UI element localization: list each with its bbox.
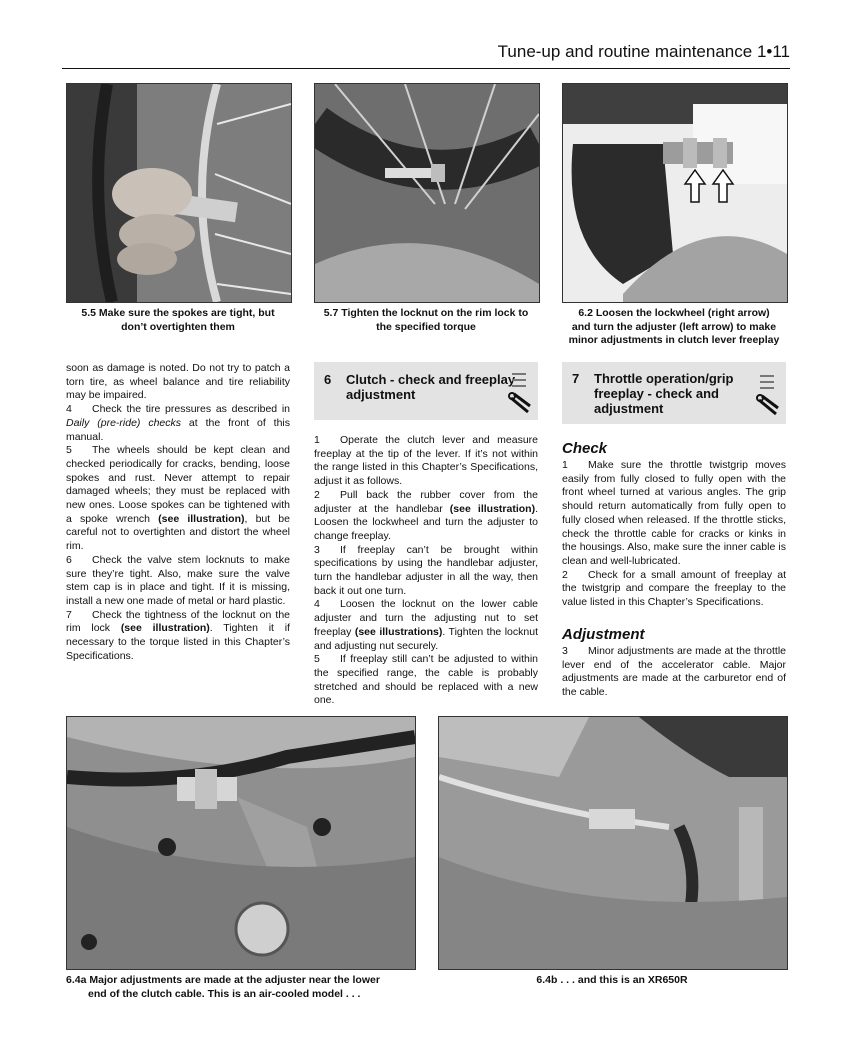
caption-5-5: 5.5 Make sure the spokes are tight, but don’t overtighten them — [81, 307, 275, 333]
page-number: 1•11 — [756, 42, 790, 61]
paragraph: 4 Check the tire pressures as described in Daily (pre-ride) checks at the front of this manual. — [66, 403, 291, 443]
paragraph: 1 Operate the clutch lever and measure freeplay at the tip of the lever. If it’s not within the range listed in this Chapter’s Specifications, adjust it as follows. — [314, 434, 538, 488]
paragraph: 5 If freeplay still can’t be adjusted to within the specified range, the cable is probably stretched and should be replaced with a new one. — [314, 653, 538, 707]
check-heading: Check — [562, 440, 608, 457]
adjustment-heading: Adjustment — [562, 626, 645, 643]
column-3-adjustment-text — [562, 645, 786, 700]
paragraph: soon as damage is noted. Do not try to patch a torn tire, as wheel balance and tire reliability may be impaired. — [66, 362, 290, 402]
caption-6-4b: 6.4b . . . and this is an XR650R — [536, 974, 688, 986]
column-3-check-text — [562, 459, 786, 610]
paragraph: 4 Loosen the locknut on the lower cable adjuster and turn the adjusting nut to set freeplay (see illustrations). Tighten the locknut and adjusting nut securely. — [314, 598, 538, 652]
header-title: Tune-up and routine maintenance — [497, 42, 753, 61]
paragraph: 7 Check the tightness of the locknut on the rim lock (see illustration). Tighten it if necessary to the torque listed in this Chapter’s Specifications. — [66, 608, 290, 662]
paragraph: 2 Pull back the rubber cover from the adjuster at the handlebar (see illustration). Loosen the lockwheel and turn the adjuster to change freeplay. — [314, 488, 538, 542]
rim-lock-photo — [314, 83, 540, 303]
paragraph: 1 Make sure the throttle twistgrip moves easily from fully closed to fully open with the front wheel turned at various angles. The grip should return automatically from fully open to fully closed when released. If the throttle sticks, check the throttle cable for cracks or kinks in the housings. Also, make sure the inner cable is clean and well-lubricated. — [562, 459, 786, 567]
page-header — [62, 42, 790, 69]
caption-5-7: 5.7 Tighten the locknut on the rim lock to the specified torque — [323, 307, 529, 333]
clutch-lever-adjuster-photo — [562, 83, 788, 303]
section-7-heading: 7 Throttle operation/grip freeplay - check and adjustment — [562, 362, 786, 424]
spoke-wrench-photo — [66, 83, 292, 303]
caption-6-4a: 6.4a Major adjustments are made at the adjuster near the lower end of the clutch cable. This is an air-cooled model . . . — [66, 974, 380, 1000]
section-6-heading: 6 Clutch - check and freeplay adjustment — [314, 362, 538, 420]
paragraph: 3 Minor adjustments are made at the throttle lever end of the accelerator cable. Major adjustments are made at the carburetor end of the cable. — [562, 645, 786, 699]
column-2-text — [314, 434, 538, 708]
paragraph: 2 Check for a small amount of freeplay at the twistgrip and compare the freeplay to the value listed in this Chapter’s Specifications. — [562, 568, 786, 609]
xr650r-cable-photo — [438, 716, 788, 970]
spanner-difficulty-icon — [756, 370, 780, 416]
paragraph: 5 The wheels should be kept clean and checked periodically for cracks, bending, loose spokes and rust. Never attempt to repair damaged wheels; they must be replaced with new ones. Loose spokes can be tightened with a spoke wrench (see illustration), but be careful not to overtighten and distort the wheel rim. — [66, 444, 290, 553]
spanner-difficulty-icon — [508, 368, 532, 414]
caption-6-2: 6.2 Loosen the lockwheel (right arrow) and turn the adjuster (left arrow) to make minor adjustments in clutch lever freeplay — [568, 307, 780, 346]
column-1-text — [66, 362, 290, 663]
paragraph: 6 Check the valve stem locknuts to make sure they’re tight. Also, make sure the valve stem cap is in place and tight. If it is missing, install a new one made of metal or hard plastic. — [66, 553, 290, 607]
paragraph: 3 If freeplay can’t be brought within specifications by using the handlebar adjuster, turn the handlebar adjuster in all the way, then back it out one turn. — [314, 543, 538, 597]
clutch-cable-adjuster-photo — [66, 716, 416, 970]
